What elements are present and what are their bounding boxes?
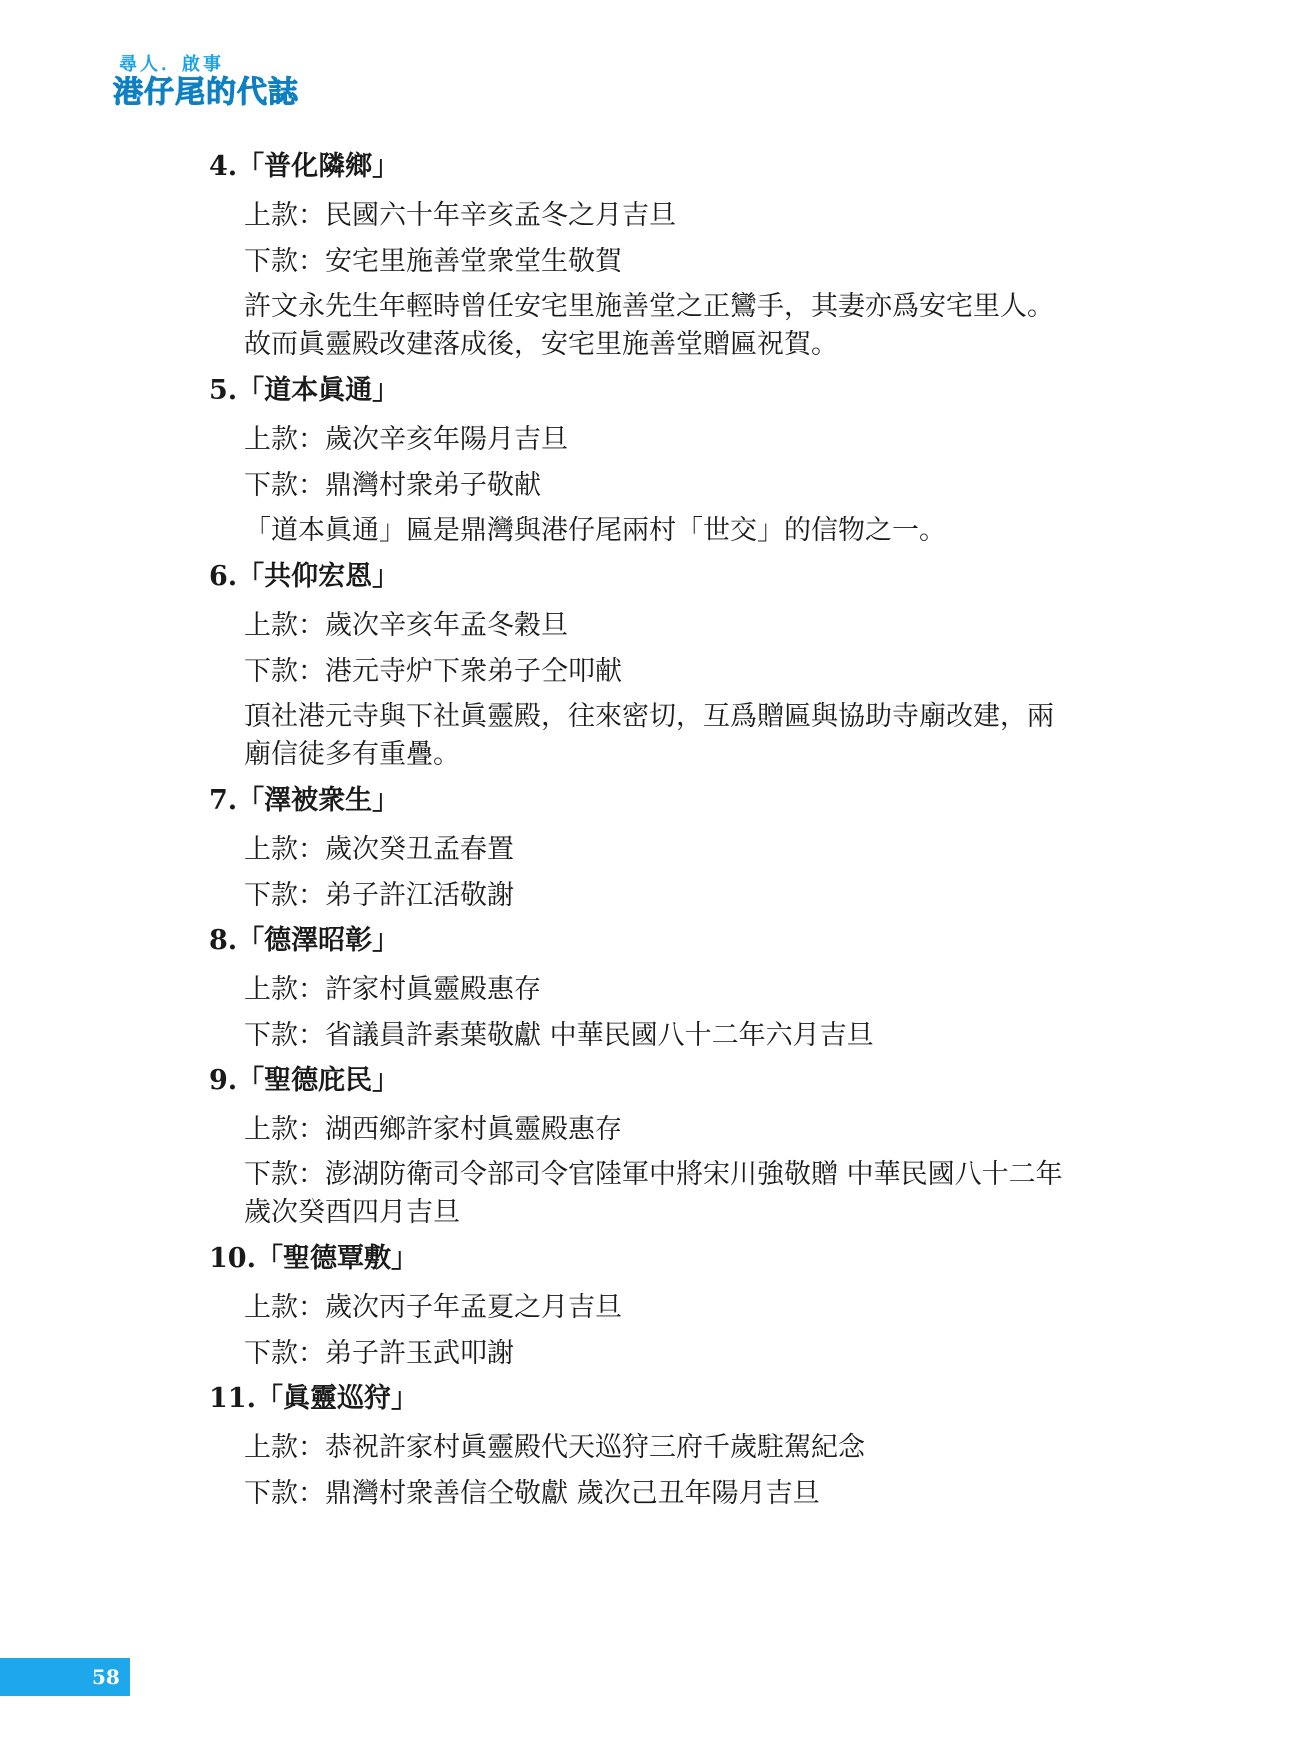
lower-inscription: 下款：弟子許玉武叩謝 bbox=[244, 1338, 514, 1369]
logo-subtitle: 尋人．啟事 bbox=[119, 54, 224, 75]
lower-inscription: 下款：鼎灣村衆善信仝敬獻 歲次己丑年陽月吉旦 bbox=[244, 1478, 820, 1509]
lower-inscription: 下款：安宅里施善堂衆堂生敬賀 bbox=[244, 246, 622, 277]
note-line: 「道本眞通」匾是鼎灣與港仔尾兩村「世交」的信物之一。 bbox=[244, 515, 946, 546]
upper-inscription: 上款：恭祝許家村眞靈殿代天巡狩三府千歲駐駕紀念 bbox=[244, 1432, 865, 1463]
lower-inscription-line: 歲次癸酉四月吉旦 bbox=[244, 1197, 460, 1228]
plaque-entry-7 bbox=[209, 782, 1139, 916]
plaque-entry-5 bbox=[209, 372, 1139, 550]
plaque-entry-4 bbox=[209, 148, 1139, 364]
lower-inscription: 下款：弟子許江活敬謝 bbox=[244, 880, 514, 911]
entry-body bbox=[209, 830, 1139, 916]
plaque-entry-10 bbox=[209, 1240, 1139, 1374]
main-content bbox=[209, 148, 1139, 1520]
upper-inscription: 上款：歲次辛亥年陽月吉旦 bbox=[244, 424, 568, 455]
note-line: 頂社港元寺與下社眞靈殿，往來密切，互爲贈匾與協助寺廟改建，兩 bbox=[244, 701, 1054, 732]
entry-title: 9.「聖德庇民」 bbox=[209, 1065, 400, 1096]
entry-body bbox=[209, 1428, 1139, 1514]
entry-title: 4.「普化隣鄉」 bbox=[209, 151, 400, 182]
upper-inscription: 上款：歲次丙子年孟夏之月吉旦 bbox=[244, 1292, 622, 1323]
entry-title: 6.「共仰宏恩」 bbox=[209, 561, 400, 592]
entry-title: 8.「德澤昭彰」 bbox=[209, 925, 400, 956]
entry-body bbox=[209, 606, 1139, 774]
entry-note bbox=[244, 512, 1139, 550]
book-logo bbox=[113, 54, 373, 110]
upper-inscription: 上款：民國六十年辛亥孟冬之月吉旦 bbox=[244, 200, 676, 231]
entry-title: 7.「澤被衆生」 bbox=[209, 785, 400, 816]
entry-body bbox=[209, 1110, 1139, 1232]
entry-note bbox=[244, 698, 1139, 774]
plaque-entry-11 bbox=[209, 1380, 1139, 1514]
entry-title: 5.「道本眞通」 bbox=[209, 375, 400, 406]
lower-inscription-line: 下款：澎湖防衛司令部司令官陸軍中將宋川強敬贈 中華民國八十二年 bbox=[244, 1159, 1063, 1190]
plaque-entry-8 bbox=[209, 922, 1139, 1056]
entry-title: 11.「眞靈巡狩」 bbox=[209, 1383, 418, 1414]
entry-body bbox=[209, 970, 1139, 1056]
note-line: 許文永先生年輕時曾任安宅里施善堂之正鸞手，其妻亦爲安宅里人。 bbox=[244, 291, 1054, 322]
lower-inscription: 下款：省議員許素葉敬獻 中華民國八十二年六月吉旦 bbox=[244, 1020, 874, 1051]
upper-inscription: 上款：歲次辛亥年孟冬穀旦 bbox=[244, 610, 568, 641]
page-number: 58 bbox=[92, 1665, 120, 1689]
upper-inscription: 上款：歲次癸丑孟春置 bbox=[244, 834, 514, 865]
lower-inscription bbox=[244, 1156, 1139, 1232]
upper-inscription: 上款：許家村眞靈殿惠存 bbox=[244, 974, 541, 1005]
plaque-entry-9 bbox=[209, 1062, 1139, 1232]
lower-inscription: 下款：港元寺炉下衆弟子仝叩献 bbox=[244, 656, 622, 687]
note-line: 故而眞靈殿改建落成後，安宅里施善堂贈匾祝賀。 bbox=[244, 329, 838, 360]
entry-body bbox=[209, 420, 1139, 550]
note-line: 廟信徒多有重疊。 bbox=[244, 739, 460, 770]
logo-title: 港仔尾的代誌 bbox=[113, 75, 299, 110]
entry-title: 10.「聖德覃敷」 bbox=[209, 1243, 418, 1274]
entry-note bbox=[244, 288, 1139, 364]
entry-body bbox=[209, 196, 1139, 364]
lower-inscription: 下款：鼎灣村衆弟子敬献 bbox=[244, 470, 541, 501]
entry-body bbox=[209, 1288, 1139, 1374]
plaque-entry-6 bbox=[209, 558, 1139, 774]
upper-inscription: 上款：湖西鄉許家村眞靈殿惠存 bbox=[244, 1114, 622, 1145]
